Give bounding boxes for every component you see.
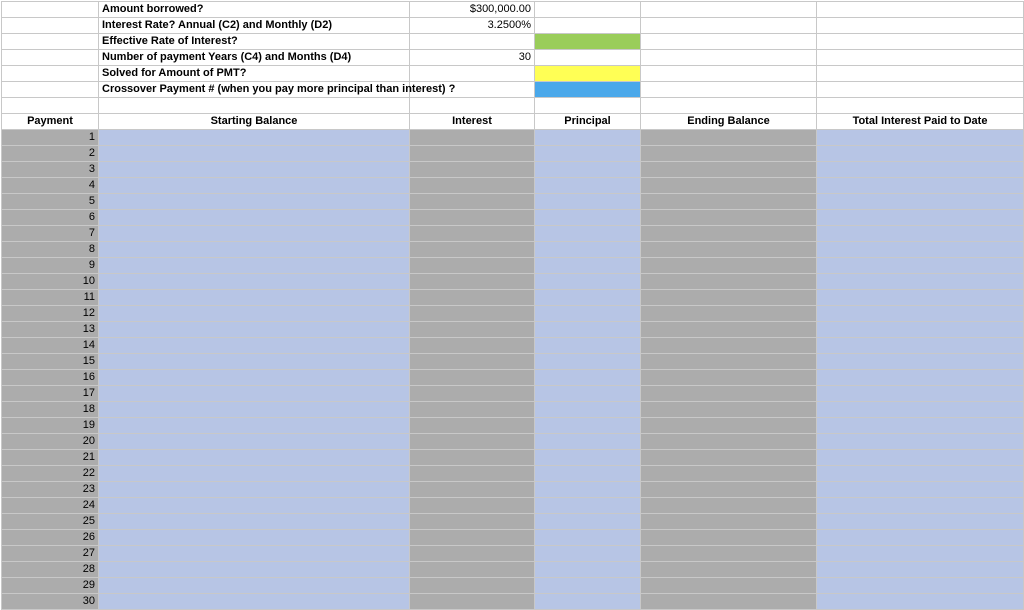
table-row xyxy=(2,482,1024,498)
table-row xyxy=(2,354,1024,370)
total-interest-cell[interactable] xyxy=(817,418,1024,434)
table-row xyxy=(2,466,1024,482)
total-interest-cell[interactable] xyxy=(817,354,1024,370)
payment-number[interactable]: 13 xyxy=(2,322,99,338)
payment-number[interactable]: 19 xyxy=(2,418,99,434)
starting-balance-cell[interactable] xyxy=(99,578,410,594)
interest-cell[interactable] xyxy=(410,418,535,434)
principal-cell[interactable] xyxy=(535,178,641,194)
table-row xyxy=(2,290,1024,306)
table-row xyxy=(2,386,1024,402)
interest-cell[interactable] xyxy=(410,322,535,338)
total-interest-cell[interactable] xyxy=(817,514,1024,530)
principal-cell[interactable] xyxy=(535,162,641,178)
payment-number[interactable]: 7 xyxy=(2,226,99,242)
total-interest-cell[interactable] xyxy=(817,306,1024,322)
payment-number[interactable]: 22 xyxy=(2,466,99,482)
payment-number[interactable]: 21 xyxy=(2,450,99,466)
result-cell[interactable] xyxy=(535,18,641,34)
total-interest-cell[interactable] xyxy=(817,578,1024,594)
blank-cell[interactable] xyxy=(641,34,817,50)
principal-cell[interactable] xyxy=(535,466,641,482)
ending-balance-cell[interactable] xyxy=(641,562,817,578)
ending-balance-cell[interactable] xyxy=(641,370,817,386)
interest-cell[interactable] xyxy=(410,210,535,226)
table-row xyxy=(2,226,1024,242)
payment-number[interactable]: 28 xyxy=(2,562,99,578)
principal-cell[interactable] xyxy=(535,146,641,162)
interest-cell[interactable] xyxy=(410,338,535,354)
table-row xyxy=(2,594,1024,610)
principal-cell[interactable] xyxy=(535,514,641,530)
starting-balance-cell[interactable] xyxy=(99,178,410,194)
payment-number[interactable]: 10 xyxy=(2,274,99,290)
principal-cell[interactable] xyxy=(535,386,641,402)
total-interest-cell[interactable] xyxy=(817,290,1024,306)
cell[interactable] xyxy=(99,98,410,114)
principal-cell[interactable] xyxy=(535,242,641,258)
principal-cell[interactable] xyxy=(535,418,641,434)
payment-number[interactable]: 9 xyxy=(2,258,99,274)
table-row xyxy=(2,514,1024,530)
payment-number[interactable]: 24 xyxy=(2,498,99,514)
starting-balance-cell[interactable] xyxy=(99,146,410,162)
blank-cell[interactable] xyxy=(2,34,99,50)
table-row xyxy=(2,578,1024,594)
principal-cell[interactable] xyxy=(535,450,641,466)
blank-cell[interactable] xyxy=(2,50,99,66)
interest-cell[interactable] xyxy=(410,482,535,498)
starting-balance-cell[interactable] xyxy=(99,530,410,546)
ending-balance-cell[interactable] xyxy=(641,210,817,226)
interest-cell[interactable] xyxy=(410,530,535,546)
blank-cell[interactable] xyxy=(817,50,1024,66)
payment-number[interactable]: 15 xyxy=(2,354,99,370)
payment-number[interactable]: 23 xyxy=(2,482,99,498)
ending-balance-cell[interactable] xyxy=(641,322,817,338)
ending-balance-cell[interactable] xyxy=(641,354,817,370)
starting-balance-cell[interactable] xyxy=(99,130,410,146)
ending-balance-cell[interactable] xyxy=(641,594,817,610)
table-row xyxy=(2,146,1024,162)
table-row xyxy=(2,242,1024,258)
blank-cell[interactable] xyxy=(817,34,1024,50)
starting-balance-cell[interactable] xyxy=(99,338,410,354)
interest-cell[interactable] xyxy=(410,402,535,418)
ending-balance-cell[interactable] xyxy=(641,290,817,306)
starting-balance-cell[interactable] xyxy=(99,226,410,242)
blank-cell[interactable] xyxy=(817,82,1024,98)
interest-cell[interactable] xyxy=(410,370,535,386)
principal-cell[interactable] xyxy=(535,562,641,578)
table-row xyxy=(2,562,1024,578)
table-row xyxy=(2,162,1024,178)
input-label[interactable]: Crossover Payment # (when you pay more principal than interest) ? xyxy=(99,82,410,98)
interest-cell[interactable] xyxy=(410,130,535,146)
total-interest-cell[interactable] xyxy=(817,386,1024,402)
principal-cell[interactable] xyxy=(535,402,641,418)
payment-number[interactable]: 12 xyxy=(2,306,99,322)
principal-cell[interactable] xyxy=(535,578,641,594)
table-row xyxy=(2,434,1024,450)
blank-cell[interactable] xyxy=(817,18,1024,34)
ending-balance-cell[interactable] xyxy=(641,434,817,450)
total-interest-cell[interactable] xyxy=(817,562,1024,578)
ending-balance-cell[interactable] xyxy=(641,546,817,562)
header-total-interest[interactable]: Total Interest Paid to Date xyxy=(817,114,1024,130)
input-row xyxy=(2,82,1024,98)
payment-number[interactable]: 14 xyxy=(2,338,99,354)
input-label[interactable]: Effective Rate of Interest? xyxy=(99,34,410,50)
header-principal[interactable]: Principal xyxy=(535,114,641,130)
table-row xyxy=(2,370,1024,386)
cell[interactable] xyxy=(817,98,1024,114)
starting-balance-cell[interactable] xyxy=(99,498,410,514)
ending-balance-cell[interactable] xyxy=(641,178,817,194)
total-interest-cell[interactable] xyxy=(817,594,1024,610)
input-row xyxy=(2,2,1024,18)
input-label[interactable]: Amount borrowed? xyxy=(99,2,410,18)
blank-cell[interactable] xyxy=(817,2,1024,18)
ending-balance-cell[interactable] xyxy=(641,258,817,274)
starting-balance-cell[interactable] xyxy=(99,402,410,418)
ending-balance-cell[interactable] xyxy=(641,242,817,258)
total-interest-cell[interactable] xyxy=(817,498,1024,514)
table-row xyxy=(2,322,1024,338)
interest-cell[interactable] xyxy=(410,290,535,306)
payment-number[interactable]: 20 xyxy=(2,434,99,450)
payment-number[interactable]: 2 xyxy=(2,146,99,162)
interest-cell[interactable] xyxy=(410,434,535,450)
interest-cell[interactable] xyxy=(410,514,535,530)
starting-balance-cell[interactable] xyxy=(99,434,410,450)
principal-cell[interactable] xyxy=(535,130,641,146)
principal-cell[interactable] xyxy=(535,274,641,290)
starting-balance-cell[interactable] xyxy=(99,194,410,210)
principal-cell[interactable] xyxy=(535,434,641,450)
payment-number[interactable]: 4 xyxy=(2,178,99,194)
principal-cell[interactable] xyxy=(535,354,641,370)
principal-cell[interactable] xyxy=(535,322,641,338)
input-row xyxy=(2,50,1024,66)
starting-balance-cell[interactable] xyxy=(99,258,410,274)
interest-cell[interactable] xyxy=(410,306,535,322)
starting-balance-cell[interactable] xyxy=(99,482,410,498)
starting-balance-cell[interactable] xyxy=(99,162,410,178)
interest-cell[interactable] xyxy=(410,242,535,258)
interest-cell[interactable] xyxy=(410,194,535,210)
table-row xyxy=(2,194,1024,210)
interest-cell[interactable] xyxy=(410,386,535,402)
ending-balance-cell[interactable] xyxy=(641,130,817,146)
cell[interactable] xyxy=(535,98,641,114)
input-row xyxy=(2,66,1024,82)
total-interest-cell[interactable] xyxy=(817,338,1024,354)
starting-balance-cell[interactable] xyxy=(99,306,410,322)
principal-cell[interactable] xyxy=(535,530,641,546)
principal-cell[interactable] xyxy=(535,258,641,274)
table-row xyxy=(2,546,1024,562)
blank-cell[interactable] xyxy=(641,2,817,18)
input-row xyxy=(2,34,1024,50)
table-row xyxy=(2,130,1024,146)
ending-balance-cell[interactable] xyxy=(641,530,817,546)
total-interest-cell[interactable] xyxy=(817,402,1024,418)
principal-cell[interactable] xyxy=(535,290,641,306)
result-cell[interactable] xyxy=(535,2,641,18)
principal-cell[interactable] xyxy=(535,338,641,354)
input-label[interactable]: Interest Rate? Annual (C2) and Monthly (D2) xyxy=(99,18,410,34)
ending-balance-cell[interactable] xyxy=(641,482,817,498)
total-interest-cell[interactable] xyxy=(817,210,1024,226)
interest-cell[interactable] xyxy=(410,562,535,578)
input-value[interactable] xyxy=(410,34,535,50)
total-interest-cell[interactable] xyxy=(817,546,1024,562)
column-header-row xyxy=(2,114,1024,130)
table-row xyxy=(2,210,1024,226)
amortization-rows xyxy=(2,130,1024,610)
table-row xyxy=(2,306,1024,322)
total-interest-cell[interactable] xyxy=(817,130,1024,146)
payment-number[interactable]: 26 xyxy=(2,530,99,546)
blank-cell[interactable] xyxy=(2,82,99,98)
table-row xyxy=(2,258,1024,274)
blank-cell[interactable] xyxy=(2,2,99,18)
header-payment[interactable]: Payment xyxy=(2,114,99,130)
starting-balance-cell[interactable] xyxy=(99,466,410,482)
starting-balance-cell[interactable] xyxy=(99,562,410,578)
starting-balance-cell[interactable] xyxy=(99,354,410,370)
ending-balance-cell[interactable] xyxy=(641,226,817,242)
total-interest-cell[interactable] xyxy=(817,274,1024,290)
payment-number[interactable]: 3 xyxy=(2,162,99,178)
cell[interactable] xyxy=(641,98,817,114)
interest-cell[interactable] xyxy=(410,178,535,194)
result-cell[interactable] xyxy=(535,66,641,82)
blank-cell[interactable] xyxy=(641,18,817,34)
interest-cell[interactable] xyxy=(410,274,535,290)
result-cell[interactable] xyxy=(535,82,641,98)
payment-number[interactable]: 17 xyxy=(2,386,99,402)
input-value[interactable] xyxy=(410,66,535,82)
total-interest-cell[interactable] xyxy=(817,194,1024,210)
principal-cell[interactable] xyxy=(535,306,641,322)
interest-cell[interactable] xyxy=(410,146,535,162)
interest-cell[interactable] xyxy=(410,594,535,610)
header-ending-balance[interactable]: Ending Balance xyxy=(641,114,817,130)
payment-number[interactable]: 16 xyxy=(2,370,99,386)
starting-balance-cell[interactable] xyxy=(99,546,410,562)
input-row xyxy=(2,18,1024,34)
payment-number[interactable]: 1 xyxy=(2,130,99,146)
interest-cell[interactable] xyxy=(410,546,535,562)
total-interest-cell[interactable] xyxy=(817,146,1024,162)
cell[interactable] xyxy=(2,98,99,114)
blank-cell[interactable] xyxy=(641,82,817,98)
blank-cell[interactable] xyxy=(2,66,99,82)
input-value[interactable]: 3.2500% xyxy=(410,18,535,34)
table-row xyxy=(2,498,1024,514)
total-interest-cell[interactable] xyxy=(817,258,1024,274)
interest-cell[interactable] xyxy=(410,258,535,274)
ending-balance-cell[interactable] xyxy=(641,146,817,162)
ending-balance-cell[interactable] xyxy=(641,162,817,178)
result-cell[interactable] xyxy=(535,50,641,66)
interest-cell[interactable] xyxy=(410,578,535,594)
input-label[interactable]: Number of payment Years (C4) and Months (D4) xyxy=(99,50,410,66)
principal-cell[interactable] xyxy=(535,210,641,226)
total-interest-cell[interactable] xyxy=(817,530,1024,546)
principal-cell[interactable] xyxy=(535,482,641,498)
starting-balance-cell[interactable] xyxy=(99,322,410,338)
starting-balance-cell[interactable] xyxy=(99,274,410,290)
principal-cell[interactable] xyxy=(535,370,641,386)
blank-cell[interactable] xyxy=(2,18,99,34)
table-row xyxy=(2,178,1024,194)
starting-balance-cell[interactable] xyxy=(99,386,410,402)
payment-number[interactable]: 5 xyxy=(2,194,99,210)
table-row xyxy=(2,402,1024,418)
starting-balance-cell[interactable] xyxy=(99,450,410,466)
blank-cell[interactable] xyxy=(641,66,817,82)
ending-balance-cell[interactable] xyxy=(641,274,817,290)
starting-balance-cell[interactable] xyxy=(99,418,410,434)
ending-balance-cell[interactable] xyxy=(641,386,817,402)
starting-balance-cell[interactable] xyxy=(99,210,410,226)
spacer-row xyxy=(2,98,1024,114)
payment-number[interactable]: 25 xyxy=(2,514,99,530)
input-label[interactable]: Solved for Amount of PMT? xyxy=(99,66,410,82)
principal-cell[interactable] xyxy=(535,498,641,514)
payment-number[interactable]: 18 xyxy=(2,402,99,418)
total-interest-cell[interactable] xyxy=(817,466,1024,482)
payment-number[interactable]: 29 xyxy=(2,578,99,594)
ending-balance-cell[interactable] xyxy=(641,466,817,482)
ending-balance-cell[interactable] xyxy=(641,402,817,418)
total-interest-cell[interactable] xyxy=(817,434,1024,450)
input-value[interactable]: 30 xyxy=(410,50,535,66)
payment-number[interactable]: 8 xyxy=(2,242,99,258)
table-row xyxy=(2,450,1024,466)
ending-balance-cell[interactable] xyxy=(641,578,817,594)
total-interest-cell[interactable] xyxy=(817,370,1024,386)
payment-number[interactable]: 11 xyxy=(2,290,99,306)
table-row xyxy=(2,274,1024,290)
ending-balance-cell[interactable] xyxy=(641,338,817,354)
starting-balance-cell[interactable] xyxy=(99,594,410,610)
ending-balance-cell[interactable] xyxy=(641,514,817,530)
total-interest-cell[interactable] xyxy=(817,482,1024,498)
total-interest-cell[interactable] xyxy=(817,162,1024,178)
interest-cell[interactable] xyxy=(410,498,535,514)
header-starting-balance[interactable]: Starting Balance xyxy=(99,114,410,130)
total-interest-cell[interactable] xyxy=(817,178,1024,194)
cell[interactable] xyxy=(410,98,535,114)
ending-balance-cell[interactable] xyxy=(641,450,817,466)
ending-balance-cell[interactable] xyxy=(641,194,817,210)
interest-cell[interactable] xyxy=(410,466,535,482)
starting-balance-cell[interactable] xyxy=(99,514,410,530)
total-interest-cell[interactable] xyxy=(817,242,1024,258)
principal-cell[interactable] xyxy=(535,594,641,610)
principal-cell[interactable] xyxy=(535,546,641,562)
table-row xyxy=(2,338,1024,354)
payment-number[interactable]: 30 xyxy=(2,594,99,610)
total-interest-cell[interactable] xyxy=(817,226,1024,242)
total-interest-cell[interactable] xyxy=(817,450,1024,466)
starting-balance-cell[interactable] xyxy=(99,242,410,258)
principal-cell[interactable] xyxy=(535,226,641,242)
table-row xyxy=(2,418,1024,434)
input-value[interactable]: $300,000.00 xyxy=(410,2,535,18)
interest-cell[interactable] xyxy=(410,226,535,242)
ending-balance-cell[interactable] xyxy=(641,498,817,514)
blank-cell[interactable] xyxy=(641,50,817,66)
spreadsheet-grid xyxy=(1,1,1024,610)
total-interest-cell[interactable] xyxy=(817,322,1024,338)
ending-balance-cell[interactable] xyxy=(641,418,817,434)
header-interest[interactable]: Interest xyxy=(410,114,535,130)
ending-balance-cell[interactable] xyxy=(641,306,817,322)
table-row xyxy=(2,530,1024,546)
interest-cell[interactable] xyxy=(410,450,535,466)
input-section xyxy=(2,2,1024,98)
blank-cell[interactable] xyxy=(817,66,1024,82)
interest-cell[interactable] xyxy=(410,162,535,178)
result-cell[interactable] xyxy=(535,34,641,50)
payment-number[interactable]: 6 xyxy=(2,210,99,226)
payment-number[interactable]: 27 xyxy=(2,546,99,562)
starting-balance-cell[interactable] xyxy=(99,370,410,386)
principal-cell[interactable] xyxy=(535,194,641,210)
interest-cell[interactable] xyxy=(410,354,535,370)
starting-balance-cell[interactable] xyxy=(99,290,410,306)
